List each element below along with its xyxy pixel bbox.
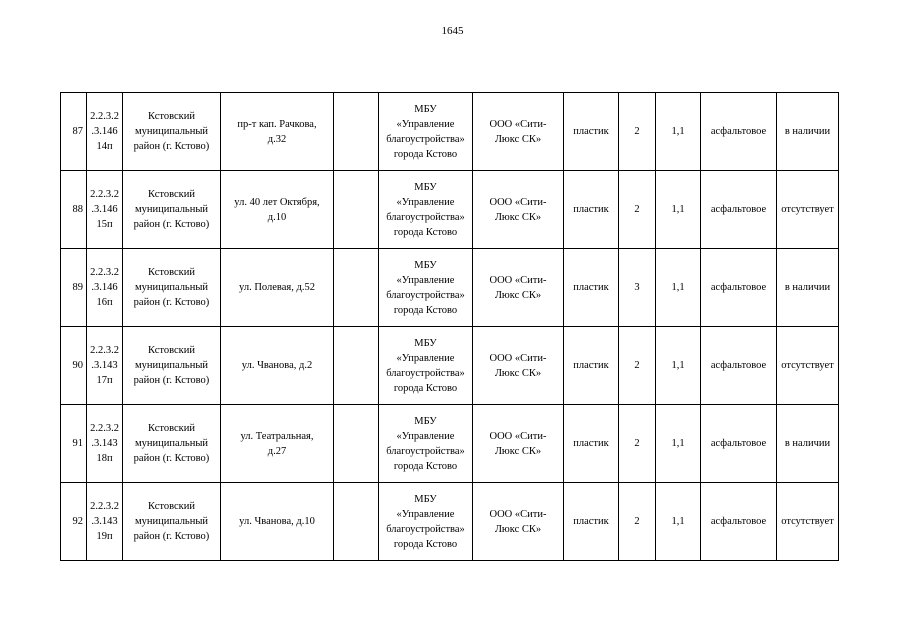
row-number: 92 [61, 483, 87, 561]
container-volume: 1,1 [656, 249, 701, 327]
surface-type: асфальтовое [701, 171, 777, 249]
container-material: пластик [564, 483, 619, 561]
district: Кстовский муниципальный район (г. Кстово) [123, 327, 221, 405]
contractor: ООО «Сити- Люкс СК» [473, 93, 564, 171]
district: Кстовский муниципальный район (г. Кстово) [123, 93, 221, 171]
container-material: пластик [564, 249, 619, 327]
owner: МБУ «Управление благоустройства» города Кстово [379, 327, 473, 405]
container-material: пластик [564, 171, 619, 249]
fence-status: в наличии [777, 249, 839, 327]
surface-type: асфальтовое [701, 93, 777, 171]
address: ул. Чванова, д.2 [221, 327, 334, 405]
contractor: ООО «Сити- Люкс СК» [473, 483, 564, 561]
contractor: ООО «Сити- Люкс СК» [473, 249, 564, 327]
container-count: 2 [619, 93, 656, 171]
site-code: 2.2.3.2 .3.143 19п [87, 483, 123, 561]
surface-type: асфальтовое [701, 405, 777, 483]
row-number: 89 [61, 249, 87, 327]
table-row [61, 483, 839, 561]
container-count: 3 [619, 249, 656, 327]
extra-cell [334, 171, 379, 249]
container-volume: 1,1 [656, 93, 701, 171]
row-number: 88 [61, 171, 87, 249]
district: Кстовский муниципальный район (г. Кстово) [123, 249, 221, 327]
district: Кстовский муниципальный район (г. Кстово) [123, 483, 221, 561]
address: ул. Театральная, д.27 [221, 405, 334, 483]
contractor: ООО «Сити- Люкс СК» [473, 405, 564, 483]
container-count: 2 [619, 483, 656, 561]
extra-cell [334, 93, 379, 171]
extra-cell [334, 327, 379, 405]
row-number: 90 [61, 327, 87, 405]
extra-cell [334, 249, 379, 327]
container-count: 2 [619, 171, 656, 249]
row-number: 87 [61, 93, 87, 171]
district: Кстовский муниципальный район (г. Кстово) [123, 405, 221, 483]
page-number: 1645 [441, 25, 464, 37]
owner: МБУ «Управление благоустройства» города Кстово [379, 405, 473, 483]
container-volume: 1,1 [656, 327, 701, 405]
site-code: 2.2.3.2 .3.146 15п [87, 171, 123, 249]
container-count: 2 [619, 405, 656, 483]
surface-type: асфальтовое [701, 483, 777, 561]
address: ул. Чванова, д.10 [221, 483, 334, 561]
container-material: пластик [564, 327, 619, 405]
table-row [61, 171, 839, 249]
site-code: 2.2.3.2 .3.146 16п [87, 249, 123, 327]
container-volume: 1,1 [656, 405, 701, 483]
fence-status: отсутствует [777, 171, 839, 249]
contractor: ООО «Сити- Люкс СК» [473, 171, 564, 249]
table-row [61, 405, 839, 483]
owner: МБУ «Управление благоустройства» города Кстово [379, 483, 473, 561]
extra-cell [334, 405, 379, 483]
owner: МБУ «Управление благоустройства» города Кстово [379, 171, 473, 249]
extra-cell [334, 483, 379, 561]
container-volume: 1,1 [656, 483, 701, 561]
container-material: пластик [564, 405, 619, 483]
row-number: 91 [61, 405, 87, 483]
site-code: 2.2.3.2 .3.146 14п [87, 93, 123, 171]
container-material: пластик [564, 93, 619, 171]
address: пр-т кап. Рачкова, д.32 [221, 93, 334, 171]
address: ул. Полевая, д.52 [221, 249, 334, 327]
site-code: 2.2.3.2 .3.143 18п [87, 405, 123, 483]
district: Кстовский муниципальный район (г. Кстово) [123, 171, 221, 249]
table-row [61, 327, 839, 405]
fence-status: отсутствует [777, 327, 839, 405]
contractor: ООО «Сити- Люкс СК» [473, 327, 564, 405]
table-row [61, 93, 839, 171]
site-code: 2.2.3.2 .3.143 17п [87, 327, 123, 405]
owner: МБУ «Управление благоустройства» города Кстово [379, 249, 473, 327]
registry-table [60, 92, 839, 561]
surface-type: асфальтовое [701, 249, 777, 327]
fence-status: отсутствует [777, 483, 839, 561]
fence-status: в наличии [777, 405, 839, 483]
surface-type: асфальтовое [701, 327, 777, 405]
owner: МБУ «Управление благоустройства» города Кстово [379, 93, 473, 171]
table-row [61, 249, 839, 327]
address: ул. 40 лет Октября, д.10 [221, 171, 334, 249]
container-count: 2 [619, 327, 656, 405]
container-volume: 1,1 [656, 171, 701, 249]
fence-status: в наличии [777, 93, 839, 171]
